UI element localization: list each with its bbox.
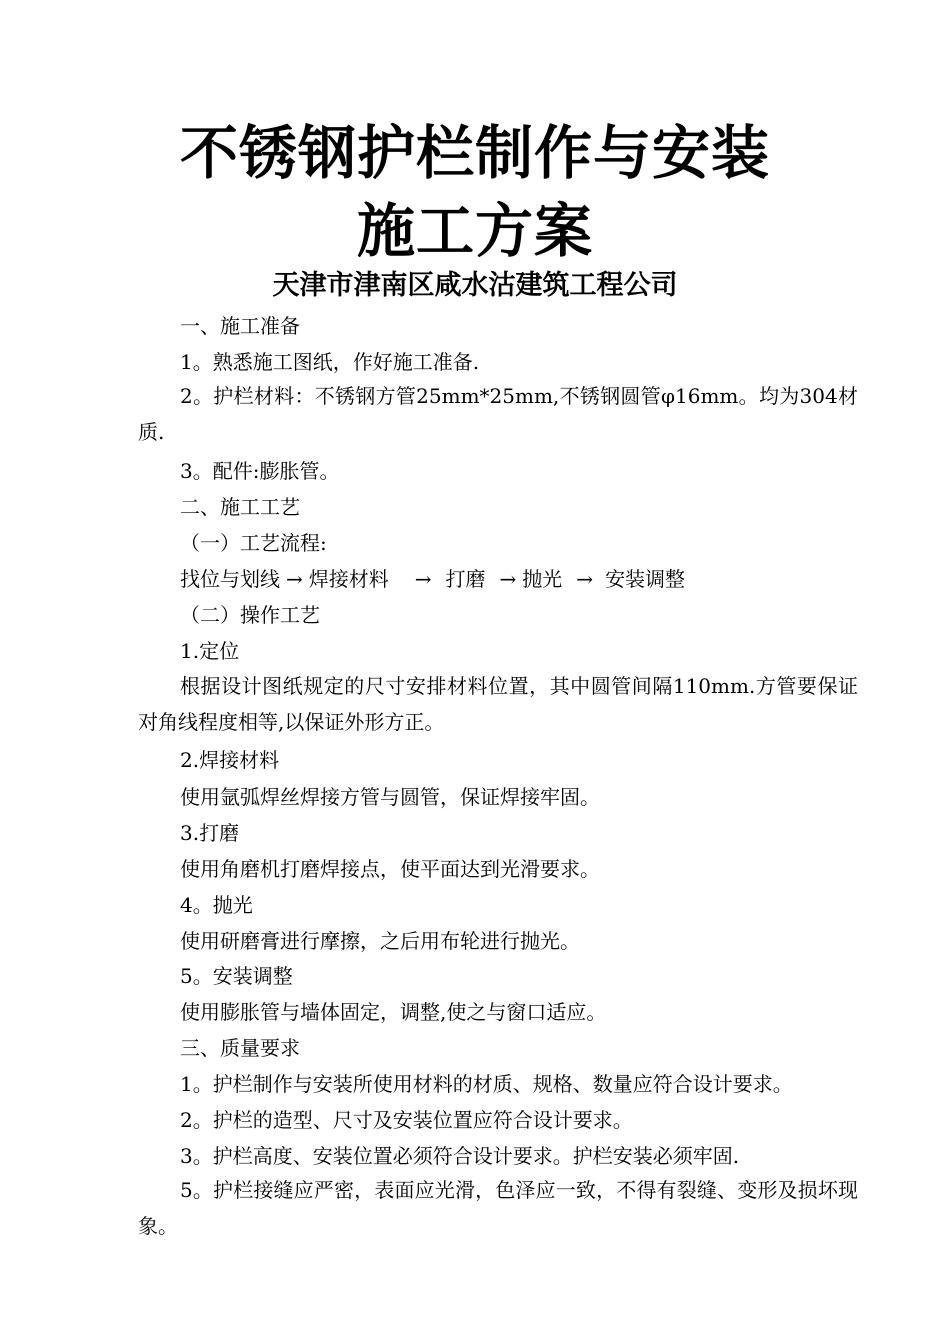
- section-heading-preparation: 一、施工准备: [180, 314, 300, 338]
- op4-body: 使用研磨膏进行摩擦，之后用布轮进行抛光。: [180, 929, 580, 953]
- flow-arrow-icon: →: [576, 567, 594, 591]
- op1-title: 1.定位: [180, 639, 240, 663]
- op3-body: 使用角磨机打磨焊接点，使平面达到光滑要求。: [180, 857, 600, 881]
- prep-item-3: 3。配件:膨胀管。: [180, 459, 340, 483]
- op3-title: 3.打磨: [180, 821, 240, 845]
- op2-body: 使用氩弧焊丝焊接方管与圆管，保证焊接牢固。: [180, 785, 600, 809]
- flow-step-weld: 焊接材料: [308, 567, 389, 591]
- section-heading-quality: 三、质量要求: [180, 1036, 300, 1060]
- prep-item-2: 2。护栏材料：不锈钢方管25mm*25mm,不锈钢圆管φ16mm。均为304材质.: [138, 384, 858, 444]
- op1-body: 根据设计图纸规定的尺寸安排材料位置，其中圆管间隔110mm.方管要保证对角线程度相等,以保证外形方正。: [138, 674, 858, 734]
- process-flow: [180, 565, 685, 593]
- document-title-line-1: 不锈钢护栏制作与安装: [179, 119, 770, 187]
- flow-step-locate: 找位与划线: [180, 567, 280, 591]
- company-name: 天津市津南区咸水沽建筑工程公司: [272, 270, 678, 301]
- section-heading-process: 二、施工工艺: [180, 495, 300, 519]
- flow-step-polish: 抛光: [522, 567, 563, 591]
- flow-step-grind: 打磨: [445, 567, 486, 591]
- op5-body: 使用膨胀管与墙体固定，调整,使之与窗口适应。: [180, 1000, 607, 1024]
- quality-item-2: 2。护栏的造型、尺寸及安装位置应符合设计要求。: [180, 1108, 633, 1132]
- op4-title: 4。抛光: [180, 893, 253, 917]
- flow-step-install: 安装调整: [605, 567, 686, 591]
- operations-heading: （二）操作工艺: [180, 603, 320, 627]
- flow-arrow-icon: →: [414, 567, 432, 591]
- flow-arrow-icon: →: [499, 567, 517, 591]
- prep-item-1: 1。熟悉施工图纸，作好施工准备.: [180, 350, 480, 374]
- quality-item-5: 5。护栏接缝应严密，表面应光滑，色泽应一致，不得有裂缝、变形及损坏现象。: [138, 1178, 858, 1238]
- document-title-line-2: 施工方案: [356, 197, 593, 265]
- flow-heading: （一）工艺流程:: [180, 531, 327, 555]
- quality-item-1: 1。护栏制作与安装所使用材料的材质、规格、数量应符合设计要求。: [180, 1072, 793, 1096]
- op5-title: 5。安装调整: [180, 964, 293, 988]
- flow-arrow-icon: →: [286, 567, 303, 591]
- quality-item-3: 3。护栏高度、安装位置必须符合设计要求。护栏安装必须牢固.: [180, 1144, 740, 1168]
- op2-title: 2.焊接材料: [180, 748, 280, 772]
